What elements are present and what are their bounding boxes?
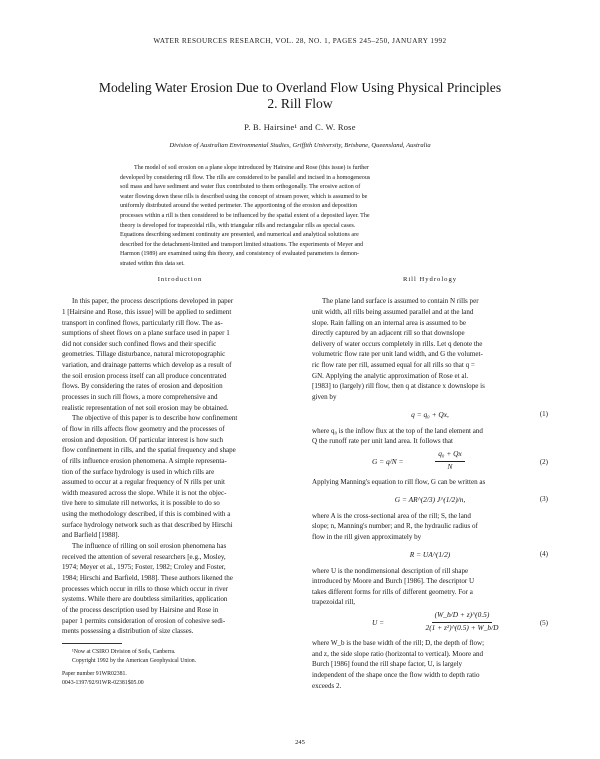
body-line: delivery of water occurs completely in rills. Let q denote the: [312, 339, 483, 348]
abstract-line: processes within a rill is then considered to be influenced by the spatial extent of a deposited layer. The: [120, 212, 370, 219]
equation-2-denominator: N: [447, 461, 453, 471]
equation-5-fraction: [402, 610, 522, 633]
body-line: geometries. Tillage disturbance, natural microtopographic: [62, 350, 226, 359]
body-line: and z, the side slope ratio (horizontal to vertical). Moore and: [312, 649, 484, 658]
abstract-line: water flowing down these rills is described using the concept of stream power, which is assumed to be: [120, 193, 368, 200]
body-line: slope. Rain falling on an internal area is assumed to be: [312, 318, 467, 327]
running-header: WATER RESOURCES RESEARCH, VOL. 28, NO. 1, PAGES 245–250, JANUARY 1992: [153, 37, 447, 45]
title-line-2: 2. Rill Flow: [267, 96, 333, 111]
body-line: The influence of rilling on soil erosion phenomena has: [72, 542, 227, 551]
body-line: The plane land surface is assumed to contain N rills per: [322, 297, 479, 306]
body-line: exceeds 2.: [312, 681, 342, 690]
footnote: ¹Now at CSIRO Division of Soils, Canberra.: [72, 648, 176, 655]
equation-1-body: q = q₀ + Qx,: [411, 409, 449, 419]
footnote-rule: [62, 643, 122, 644]
affiliation: Division of Australian Environmental Studies, Griffith University, Brisbane, Queensland, Australia: [169, 142, 431, 149]
equation-5-number: (5): [539, 619, 548, 628]
abstract-line: uniformly distributed around the wetted perimeter. The apportioning of the erosion and deposition: [120, 203, 358, 210]
issn-line: 0043-1397/92/91WR-02381$05.00: [62, 679, 144, 686]
body-line: transport in confined flows, particularly rill flow. The as-: [62, 318, 223, 327]
body-line: processes which occur in rills to those which occur in river: [62, 584, 228, 593]
authors: P. B. Hairsine¹ and C. W. Rose: [244, 123, 356, 132]
body-line: independent of the shape once the flow width to depth ratio: [312, 671, 480, 680]
equation-3-number: (3): [539, 494, 548, 503]
body-line: 1 [Hairsine and Rose, this issue] will be applied to sediment: [62, 307, 232, 316]
abstract-line: Harmon (1989) are examined using this theory, and consistency of evaluated parameters is demon-: [120, 251, 360, 258]
body-line: where U is the nondimensional description of rill shape: [312, 566, 469, 575]
body-line: tion of the surface hydrology is used in which rills are: [62, 467, 215, 476]
right-column: [312, 275, 548, 691]
equation-5: [312, 608, 548, 638]
equation-4-number: (4): [539, 549, 548, 558]
body-line: Q the runoff rate per unit land area. It follows that: [312, 437, 453, 446]
body-line: given by: [312, 393, 337, 402]
equation-2: [312, 447, 548, 477]
body-line: using the methodology described, if this is combined with a: [62, 510, 231, 519]
body-line: [1983] to (largely) rill flow, then q at distance x downslope is: [312, 382, 485, 391]
equation-2-number: (2): [539, 457, 548, 466]
copyright-line: Copyright 1992 by the American Geophysical Union.: [72, 657, 197, 664]
body-line: introduced by Moore and Burch [1986]. The descriptor U: [312, 577, 475, 586]
body-line: systems. While there are doubtless similarities, application: [62, 595, 228, 604]
body-line: tive here to simulate rill networks, it is possible to do so: [62, 499, 220, 508]
equation-5-numerator: (W_b/D + z)^(0.5): [432, 610, 493, 623]
body-line: volumetric flow rate per unit land width, and G the volumet-: [312, 350, 483, 359]
equation-5-denominator: 2(1 + z²)^(0.5) + W_b/D: [425, 622, 499, 632]
body-line: Burch [1986] found the rill shape factor, U, is largely: [312, 660, 463, 669]
paper-number: Paper number 91WR02381.: [62, 670, 127, 677]
abstract-line: Equations describing sediment continuity are presented, and numerical and analytical solutions are: [120, 232, 359, 239]
equation-4: [312, 543, 548, 566]
body-line: width measured across the slope. While it is not the objec-: [62, 488, 227, 497]
body-line: directly captured by an adjacent rill so that downslope: [312, 329, 465, 338]
body-line: takes different forms for rills of different geometry. For a: [312, 587, 473, 596]
body-line: received the attention of several researchers [e.g., Mosley,: [62, 552, 226, 561]
equation-2-fraction: [402, 449, 498, 472]
paper-title: [0, 80, 600, 112]
left-column: [62, 275, 298, 688]
equation-2-lhs: G = q/N =: [372, 456, 404, 466]
page-number: 245: [295, 739, 305, 746]
body-line: unit width, all rills being assumed parallel and at the land: [312, 307, 474, 316]
abstract-line: soil mass and have sediment and water flux contributed to them orthogonally. The erosive action of: [120, 184, 361, 191]
abstract-line: The model of soil erosion on a plane slope introduced by Hairsine and Rose (this issue) is further: [134, 165, 369, 171]
abstract-line: developed by considering rill flow. The rills are considered to be parallel and incised in a homogeneous: [120, 174, 371, 181]
body-line: did not consider such confined flows and their specific: [62, 339, 217, 348]
body-line: surface hydrology network such as that described by Hirschi: [62, 520, 233, 529]
body-line: ric flow rate per rill, assumed equal for all rills so that q =: [312, 361, 475, 370]
body-line: where q₀ is the inflow flux at the top of the land element and: [312, 426, 483, 435]
title-line-1: Modeling Water Erosion Due to Overland Flow Using Physical Principles: [98, 80, 502, 95]
body-line: erosion and deposition. Of particular interest is how such: [62, 435, 224, 444]
body-line: 1984; Hirschi and Barfield, 1988]. These authors likened the: [62, 573, 233, 582]
section-heading-rill-hydrology: Rill Hydrology: [402, 276, 458, 283]
equation-3: [312, 488, 548, 511]
body-line: The objective of this paper is to describe how confinement: [72, 414, 238, 423]
abstract-line: described for the detachment-limited and transport limited situations. The experiments of Meyer and: [120, 241, 364, 248]
equation-5-lhs: U =: [372, 618, 385, 628]
body-line: of rills influence erosion phenomena. A simple representa-: [62, 456, 227, 465]
body-line: paper 1 permits consideration of erosion of cohesive sedi-: [62, 616, 226, 625]
body-line: assumed to occur at a regular frequency of N rills per unit: [62, 478, 225, 487]
body-line: variation, and drainage patterns which develop as a result of: [62, 361, 232, 370]
abstract-line: theory is developed for trapezoidal rills, with triangular rills and rectangular rills as special cases.: [120, 222, 356, 229]
body-line: 1974; Meyer et al., 1975; Foster, 1982; Croley and Foster,: [62, 563, 226, 572]
body-line: sumptions of sheet flows on a plane surface used in paper 1: [62, 329, 230, 338]
body-line: processes in such rill flows, a more comprehensive and: [62, 393, 218, 402]
section-heading-introduction: Introduction: [157, 276, 203, 283]
body-line: where W_b is the base width of the rill; D, the depth of flow;: [312, 639, 485, 648]
body-line: In this paper, the process descriptions developed in paper: [72, 297, 234, 306]
body-line: of the process description used by Hairsine and Rose in: [62, 605, 219, 614]
equation-4-body: R = UA^(1/2): [409, 549, 451, 559]
body-line: realistic representation of net soil erosion may be obtained.: [62, 403, 229, 412]
body-line: and Barfield [1988].: [62, 531, 120, 540]
abstract: [120, 164, 482, 270]
equation-2-numerator: q₀ + Qx: [435, 449, 465, 462]
body-line: Applying Manning's equation to rill flow, G can be written as: [312, 477, 486, 486]
body-line: flow in the rill given approximately by: [312, 532, 422, 541]
body-line: slope; n, Manning's number; and R, the hydraulic radius of: [312, 522, 478, 531]
equation-1: [312, 403, 548, 426]
equation-3-body: G = AR^(2/3) J^(1/2)/n,: [394, 494, 466, 504]
abstract-line: strated within this data set.: [120, 260, 185, 267]
body-line: flow confinement in rills, and the spatial frequency and shape: [62, 446, 236, 455]
body-line: trapezoidal rill,: [312, 598, 356, 607]
body-line: ments possessing a distribution of size classes.: [62, 627, 194, 636]
body-line: where A is the cross-sectional area of the rill; S, the land: [312, 511, 471, 520]
body-line: GN. Applying the analytic approximation of Rose et al.: [312, 371, 469, 380]
body-line: flows. By considering the rates of erosion and deposition: [62, 382, 223, 391]
body-line: the soil erosion process itself can all produce concentrated: [62, 371, 227, 380]
body-line: of flow in rills affects flow geometry and the processes of: [62, 424, 225, 433]
equation-1-number: (1): [539, 409, 548, 418]
